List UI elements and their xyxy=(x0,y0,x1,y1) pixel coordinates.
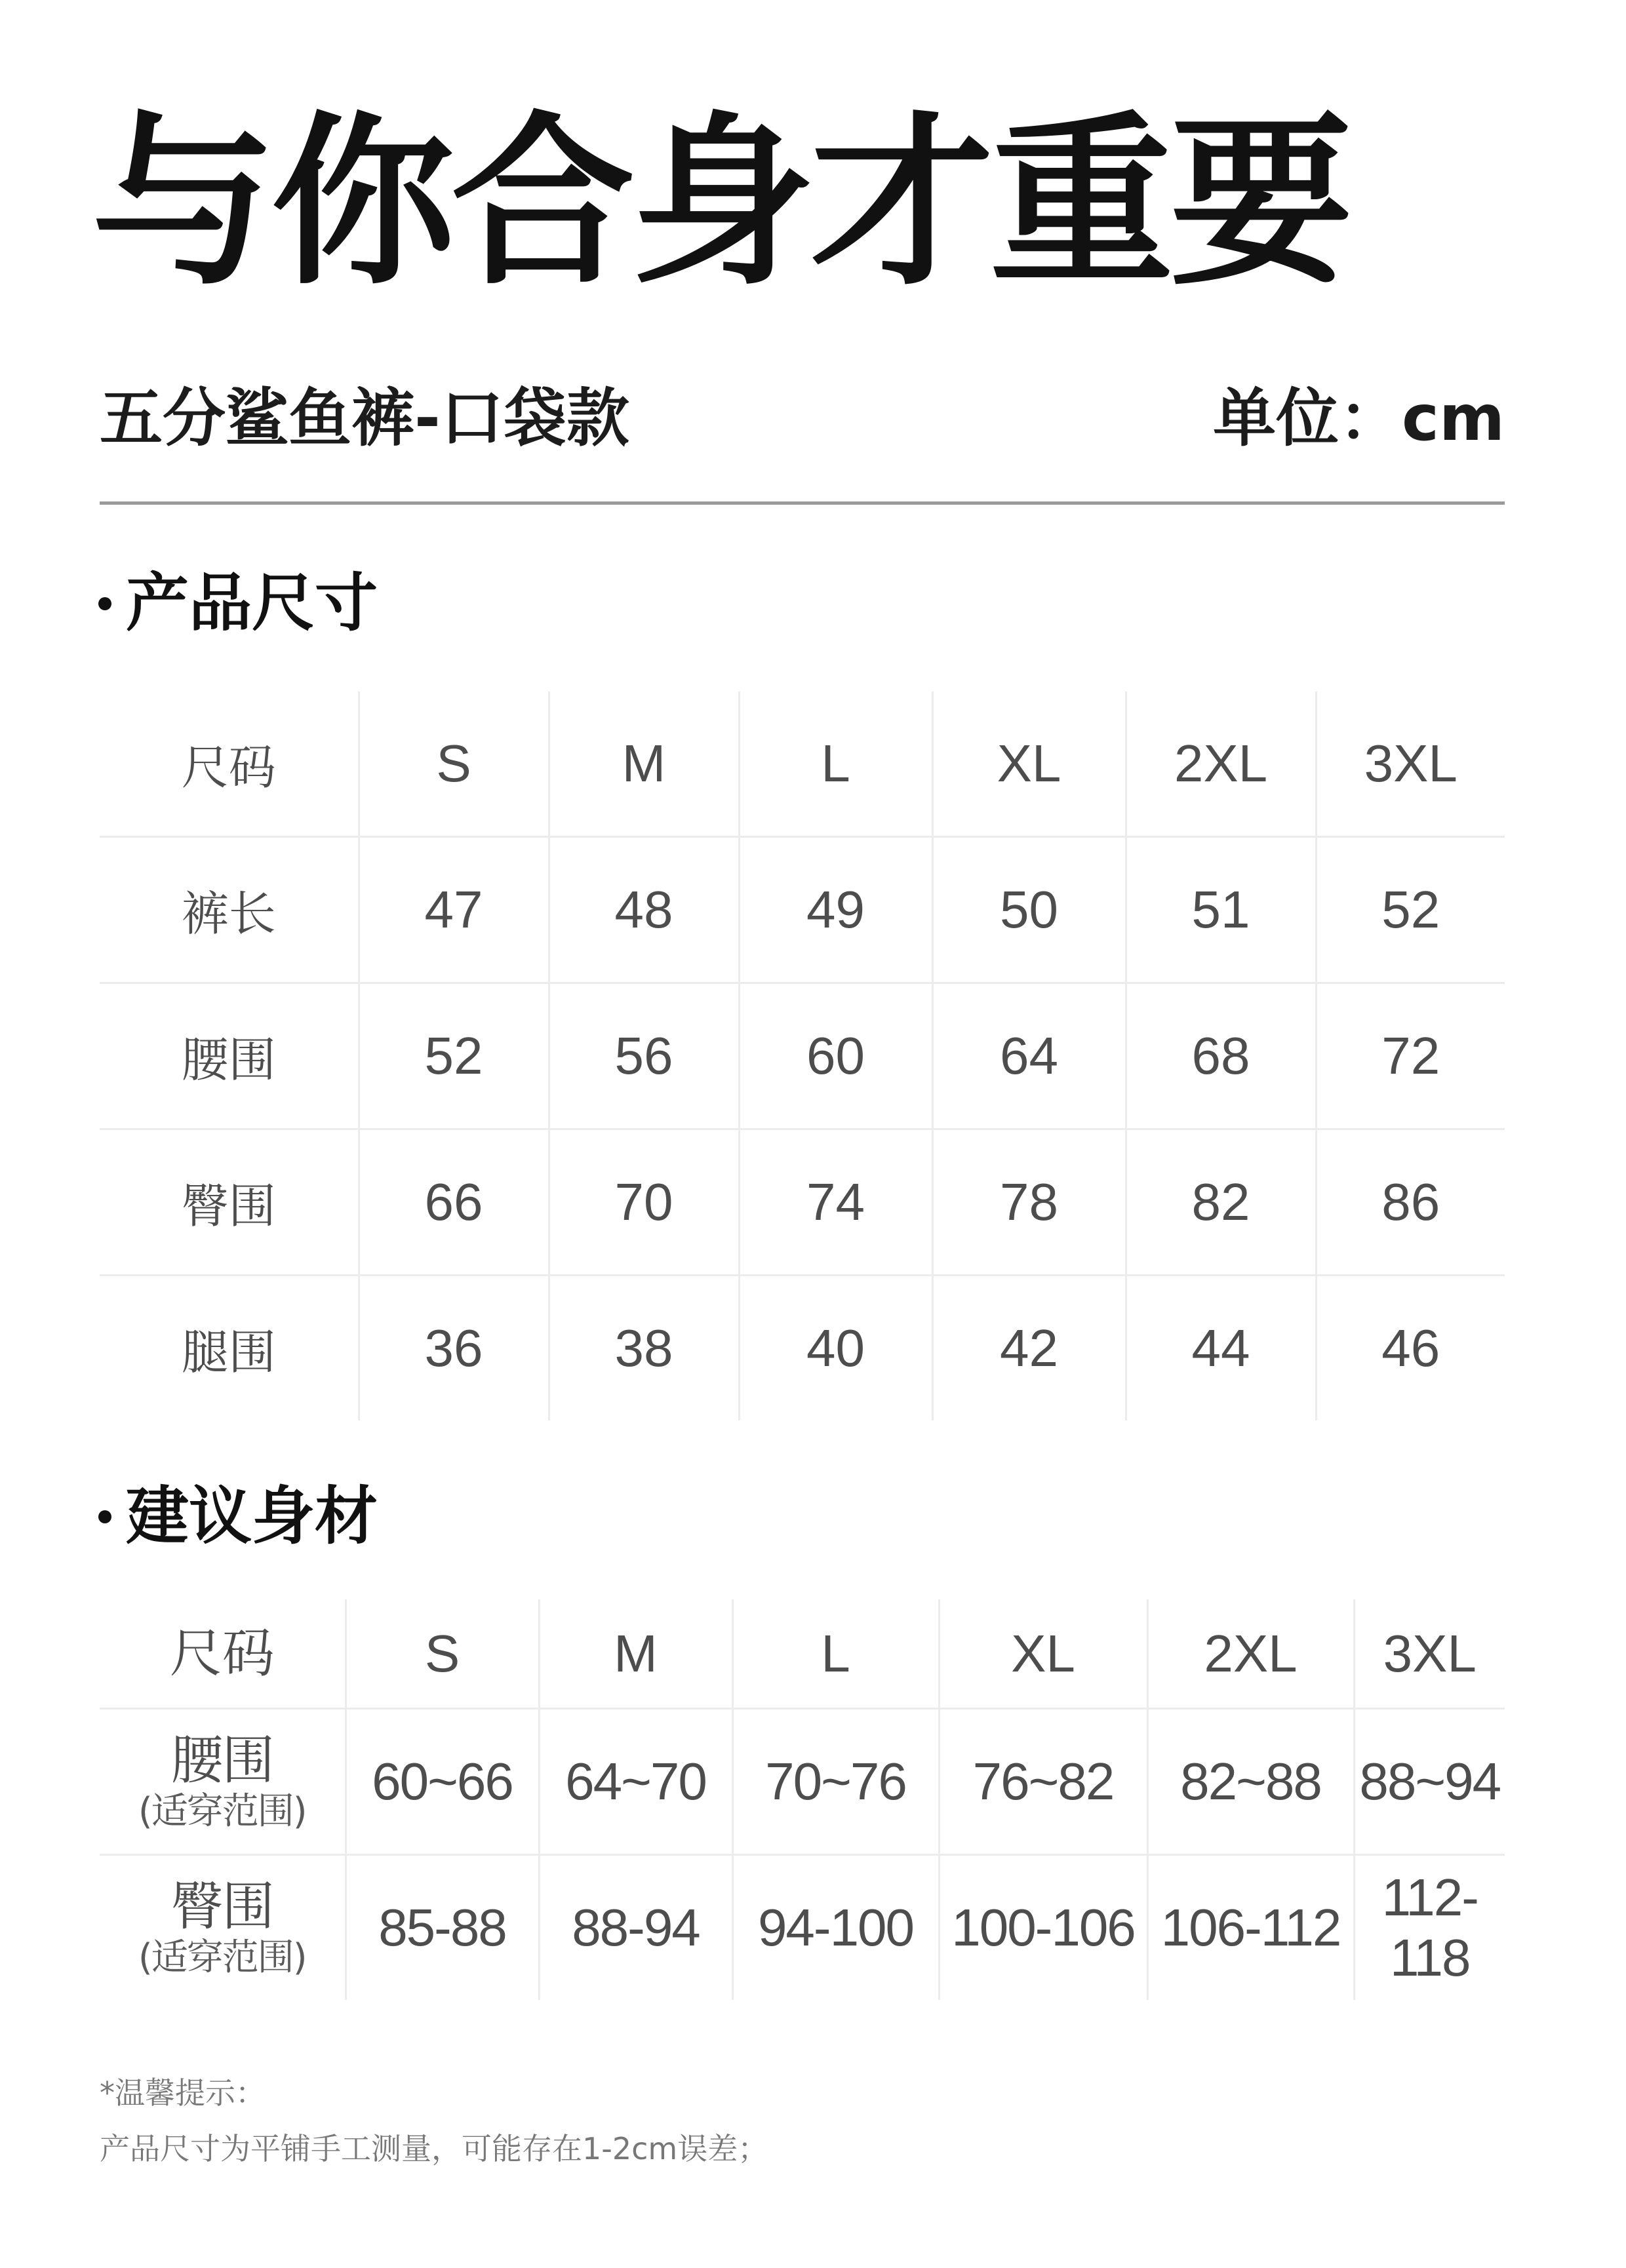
table-cell: 94-100 xyxy=(732,1855,939,2001)
table-row xyxy=(100,983,1505,1129)
header-cell: 尺码 xyxy=(100,1599,346,1709)
table-cell: 72 xyxy=(1316,983,1505,1129)
row-label: 臀围 xyxy=(100,1129,359,1276)
headline: 与你合身才重要 xyxy=(92,96,1349,310)
table-cell: 52 xyxy=(1316,837,1505,983)
header-cell: S xyxy=(359,692,549,837)
table-cell: 66 xyxy=(359,1129,549,1276)
table-cell: 78 xyxy=(932,1129,1126,1276)
bullet-dot xyxy=(98,1510,111,1523)
table-cell: 76~82 xyxy=(939,1709,1147,1855)
table-row xyxy=(100,1855,1505,2001)
row-label: 腰围 xyxy=(100,983,359,1129)
row-sublabel: (适穿范围) xyxy=(138,1936,306,1979)
section-title-product-size xyxy=(98,566,378,640)
table-cell: 85-88 xyxy=(346,1855,539,2001)
header-cell: XL xyxy=(939,1599,1147,1709)
table-cell: 47 xyxy=(359,837,549,983)
row-label: 裤长 xyxy=(100,837,359,983)
table-cell: 86 xyxy=(1316,1129,1505,1276)
header-cell: 3XL xyxy=(1354,1599,1505,1709)
table-cell: 56 xyxy=(549,983,739,1129)
table-header-row xyxy=(100,692,1505,837)
table-cell: 52 xyxy=(359,983,549,1129)
row-label-text: 臀围 xyxy=(170,1875,273,1937)
table-cell: 106-112 xyxy=(1147,1855,1354,2001)
row-label xyxy=(100,1709,346,1855)
table-cell: 38 xyxy=(549,1276,739,1421)
row-label-text: 腰围 xyxy=(170,1729,273,1791)
table-row xyxy=(100,1709,1505,1855)
table-row xyxy=(100,1129,1505,1276)
header-cell: 尺码 xyxy=(100,692,359,837)
table-row xyxy=(100,837,1505,983)
section-title-recommended xyxy=(98,1479,378,1553)
table-header-row xyxy=(100,1599,1505,1709)
note-title: *温馨提示： xyxy=(100,2075,266,2111)
row-label xyxy=(100,1855,346,2001)
header-cell: S xyxy=(346,1599,539,1709)
product-name: 五分鲨鱼裤-口袋款 xyxy=(100,381,629,455)
header-cell: 2XL xyxy=(1147,1599,1354,1709)
header-cell: XL xyxy=(932,692,1126,837)
table-cell: 51 xyxy=(1126,837,1316,983)
unit-label: 单位：cm xyxy=(1213,381,1505,455)
table-cell: 36 xyxy=(359,1276,549,1421)
table-cell: 88~94 xyxy=(1354,1709,1505,1855)
table-cell: 42 xyxy=(932,1276,1126,1421)
table-cell: 46 xyxy=(1381,1319,1440,1377)
table-cell: 49 xyxy=(739,837,932,983)
table-cell: 64 xyxy=(932,983,1126,1129)
note-text: 产品尺寸为平铺手工测量，可能存在1-2cm误差； xyxy=(100,2131,768,2166)
header-cell: L xyxy=(732,1599,939,1709)
header-cell: M xyxy=(549,692,739,837)
table-cell: 44 xyxy=(1126,1276,1316,1421)
table-cell: 82 xyxy=(1126,1129,1316,1276)
bullet-dot xyxy=(98,597,111,610)
table-cell: 112-118 xyxy=(1381,1868,1478,1987)
header-cell: 3XL xyxy=(1316,692,1505,837)
table-cell: 88-94 xyxy=(539,1855,732,2001)
product-size-table xyxy=(100,692,1505,1420)
header-cell: L xyxy=(739,692,932,837)
table-cell: 70~76 xyxy=(732,1709,939,1855)
header-cell: 2XL xyxy=(1126,692,1316,837)
table-cell: 50 xyxy=(932,837,1126,983)
table-cell: 82~88 xyxy=(1147,1709,1354,1855)
table-cell: 100-106 xyxy=(939,1855,1147,2001)
table-cell: 60~66 xyxy=(346,1709,539,1855)
table-cell: 68 xyxy=(1126,983,1316,1129)
header-cell: M xyxy=(539,1599,732,1709)
recommended-size-table xyxy=(100,1599,1505,2000)
table-cell: 74 xyxy=(739,1129,932,1276)
row-label: 腿围 xyxy=(100,1276,359,1421)
table-cell: 40 xyxy=(739,1276,932,1421)
divider xyxy=(100,501,1505,505)
table-row xyxy=(100,1276,1505,1421)
table-cell: 70 xyxy=(549,1129,739,1276)
section-title-text: 产品尺寸 xyxy=(126,566,378,640)
table-cell: 64~70 xyxy=(539,1709,732,1855)
row-sublabel: (适穿范围) xyxy=(138,1789,306,1833)
table-cell: 60 xyxy=(739,983,932,1129)
table-cell: 48 xyxy=(549,837,739,983)
section-title-text: 建议身材 xyxy=(126,1479,378,1553)
